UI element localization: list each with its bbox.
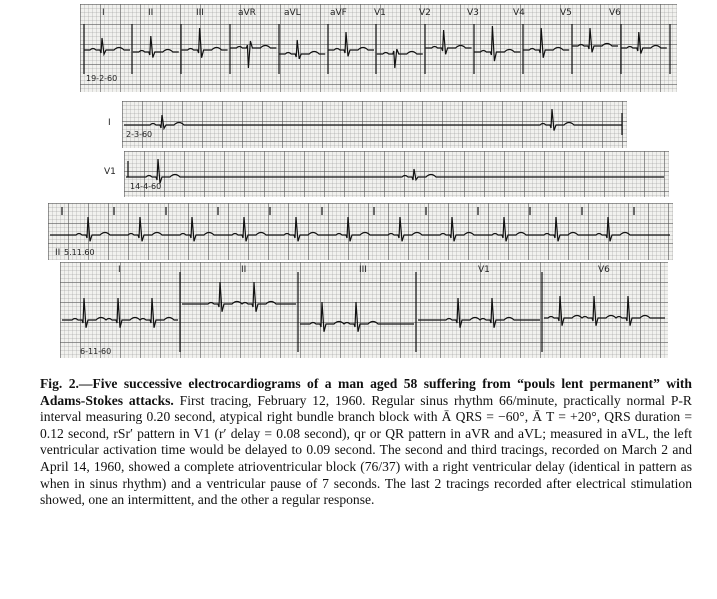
figure-caption: [40, 376, 692, 509]
ecg-waveform: [50, 217, 670, 241]
lead-label: V1: [478, 265, 490, 275]
ecg-trace-5: [60, 262, 668, 358]
lead-label: V6: [598, 265, 610, 275]
ecg-waveform: [62, 282, 665, 332]
lead-label: III: [359, 265, 367, 275]
ecg-trace-2: [122, 101, 627, 148]
lead-label: III: [196, 8, 204, 18]
lead-label: V2: [419, 8, 431, 18]
lead-label: II: [241, 265, 247, 275]
lead-label: V4: [513, 8, 525, 18]
ecg-trace-3: [124, 151, 669, 197]
tracing-date: 2-3-60: [126, 130, 153, 139]
caption-heading: Fig. 2.—Five successive electrocardiograms of a man aged 58 suffering from “pouls lent permanent” with Adams-Stokes attacks.: [40, 376, 692, 408]
lead-label: aVR: [238, 8, 256, 18]
lead-label: II: [148, 8, 154, 18]
ecg-trace-4: [48, 203, 673, 260]
lead-label: I: [118, 265, 121, 275]
lead-label: aVF: [330, 8, 347, 18]
ecg-strip-3: [124, 151, 669, 197]
tracing-date: 5.11.60: [64, 248, 95, 257]
ecg-waveform: [124, 109, 622, 131]
lead-label: I: [102, 8, 105, 18]
lead-label: II: [55, 248, 61, 258]
lead-label: V5: [560, 8, 572, 18]
ecg-strip-2: [122, 101, 627, 148]
lead-label: I: [108, 118, 111, 128]
ecg-waveform: [126, 159, 664, 183]
lead-label: V1: [104, 167, 116, 177]
ecg-strip-4: [48, 203, 673, 260]
caption-body: First tracing, February 12, 1960. Regular sinus rhythm 66/minute, practically normal P-R interval measuring 0.20 second, atypical right bundle branch block with Ā QRS = −60°, Ā T = +20°, QRS duration = 0.12 second, rSr′ pattern in V1 (r′ delay = 0.08 second), qr or QR pattern in aVR and aVL; measured in aVL, the left ventricular activation time would be delayed to 0.09 second. The second and third tracings, recorded on March 2 and April 14, 1960, showed a complete atrioventricular block (76/37) with a right ventricular delay (identical in pattern as when in sinus rhythm) and a ventricular pause of 7 seconds. The last 2 tracings recorded after electrical stimulation showed, one an intermittent, and the other a regular response.: [40, 392, 692, 508]
tracing-date: 6-11-60: [80, 347, 112, 356]
tracing-date: 19-2-60: [86, 74, 118, 83]
lead-label: V1: [374, 8, 386, 18]
lead-label: aVL: [284, 8, 301, 18]
ecg-strip-5: [60, 262, 668, 358]
tracing-date: 14-4-60: [130, 182, 162, 191]
lead-label: V6: [609, 8, 621, 18]
lead-label: V3: [467, 8, 479, 18]
